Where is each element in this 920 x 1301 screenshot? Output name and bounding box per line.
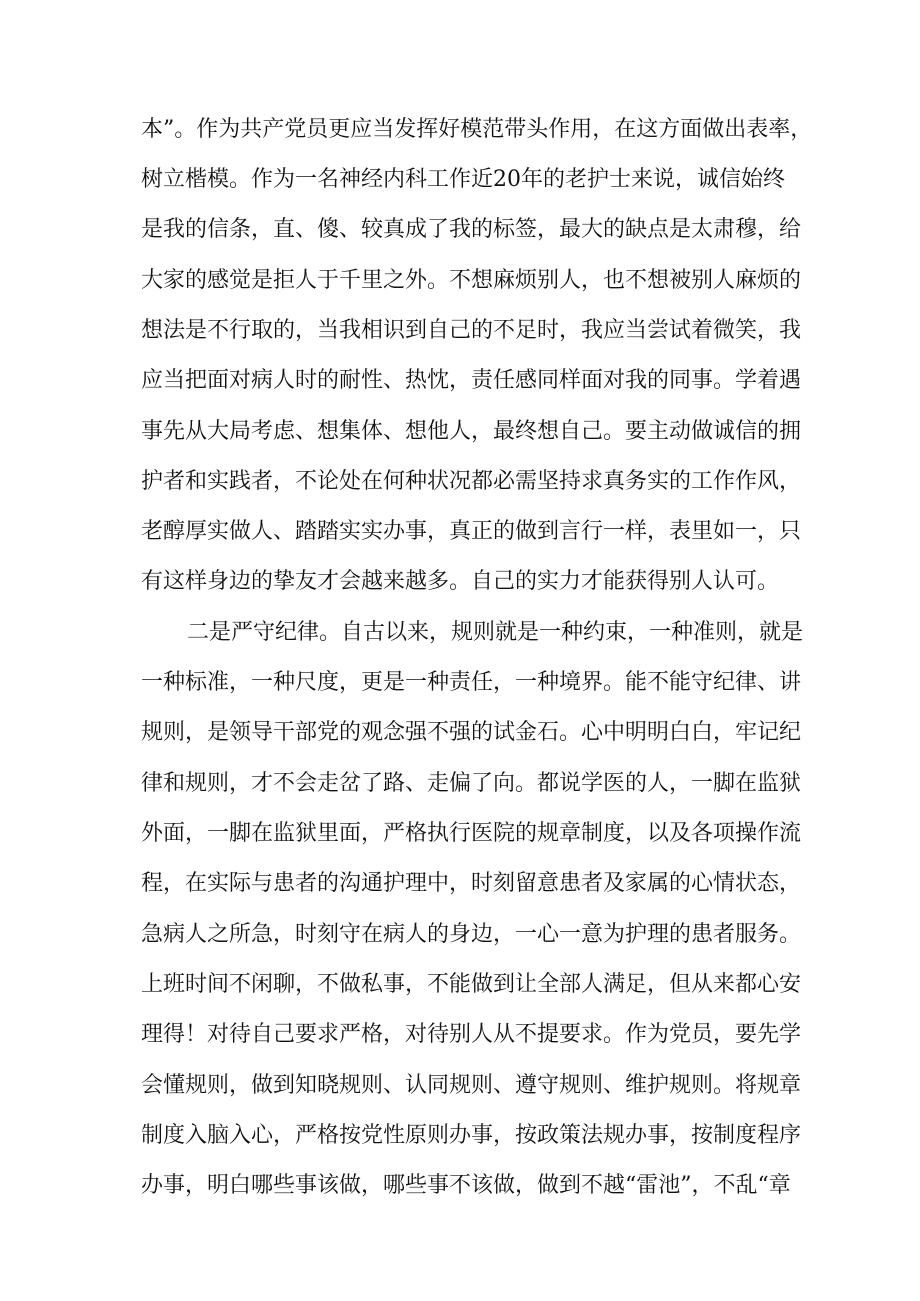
text-line: 大家的感觉是拒人于千里之外。不想麻烦别人，也不想被别人麻烦的 (141, 268, 802, 293)
text-line: 律和规则，才不会走岔了路、走偏了向。都说学医的人，一脚在监狱 (141, 771, 802, 796)
text-line: 是我的信条，直、傻、较真成了我的标签，最大的缺点是太肃穆，给 (141, 217, 802, 242)
text-line: 老醇厚实做人、踏踏实实办事，真正的做到言行一样，表里如一，只 (141, 519, 802, 544)
text-line: 本”。作为共产党员更应当发挥好模范带头作用，在这方面做出表率， (141, 117, 813, 142)
text-line: 树立楷模。作为一名神经内科工作近20年的老护士来说，诚信始终 (141, 167, 785, 192)
text-line: 应当把面对病人时的耐性、热忱，责任感同样面对我的同事。学着遇 (141, 368, 802, 393)
text-line: 二是严守纪律。自古以来，规则就是一种约束，一种准则，就是 (187, 620, 804, 645)
text-line: 上班时间不闲聊，不做私事，不能做到让全部人满足，但从来都心安 (141, 972, 802, 997)
text-line: 程，在实际与患者的沟通护理中，时刻留意患者及家属的心情状态， (141, 871, 802, 896)
text-line: 规则，是领导干部党的观念强不强的试金石。心中明明白白，牢记纪 (141, 720, 802, 745)
text-line: 理得！对待自己要求严格，对待别人从不提要求。作为党员，要先学 (141, 1022, 802, 1047)
text-line: 会懂规则，做到知晓规则、认同规则、遵守规则、维护规则。将规章 (141, 1073, 802, 1098)
text-line: 一种标准，一种尺度，更是一种责任，一种境界。能不能守纪律、讲 (141, 670, 802, 695)
text-line: 想法是不行取的，当我相识到自己的不足时，我应当尝试着微笑，我 (141, 318, 802, 343)
text-line: 急病人之所急，时刻守在病人的身边，一心一意为护理的患者服务。 (141, 922, 802, 947)
text-line: 事先从大局考虑、想集体、想他人，最终想自己。要主动做诚信的拥 (141, 419, 802, 444)
text-line: 护者和实践者，不论处在何种状况都必需坚持求真务实的工作作风， (141, 469, 802, 494)
text-line: 外面，一脚在监狱里面，严格执行医院的规章制度，以及各项操作流 (141, 821, 802, 846)
text-line: 有这样身边的挚友才会越来越多。自己的实力才能获得别人认可。 (141, 569, 780, 594)
text-line: 制度入脑入心，严格按党性原则办事，按政策法规办事，按制度程序 (141, 1123, 802, 1148)
text-line: 办事，明白哪些事该做，哪些事不该做，做到不越“雷池”，不乱“章 (141, 1173, 791, 1198)
